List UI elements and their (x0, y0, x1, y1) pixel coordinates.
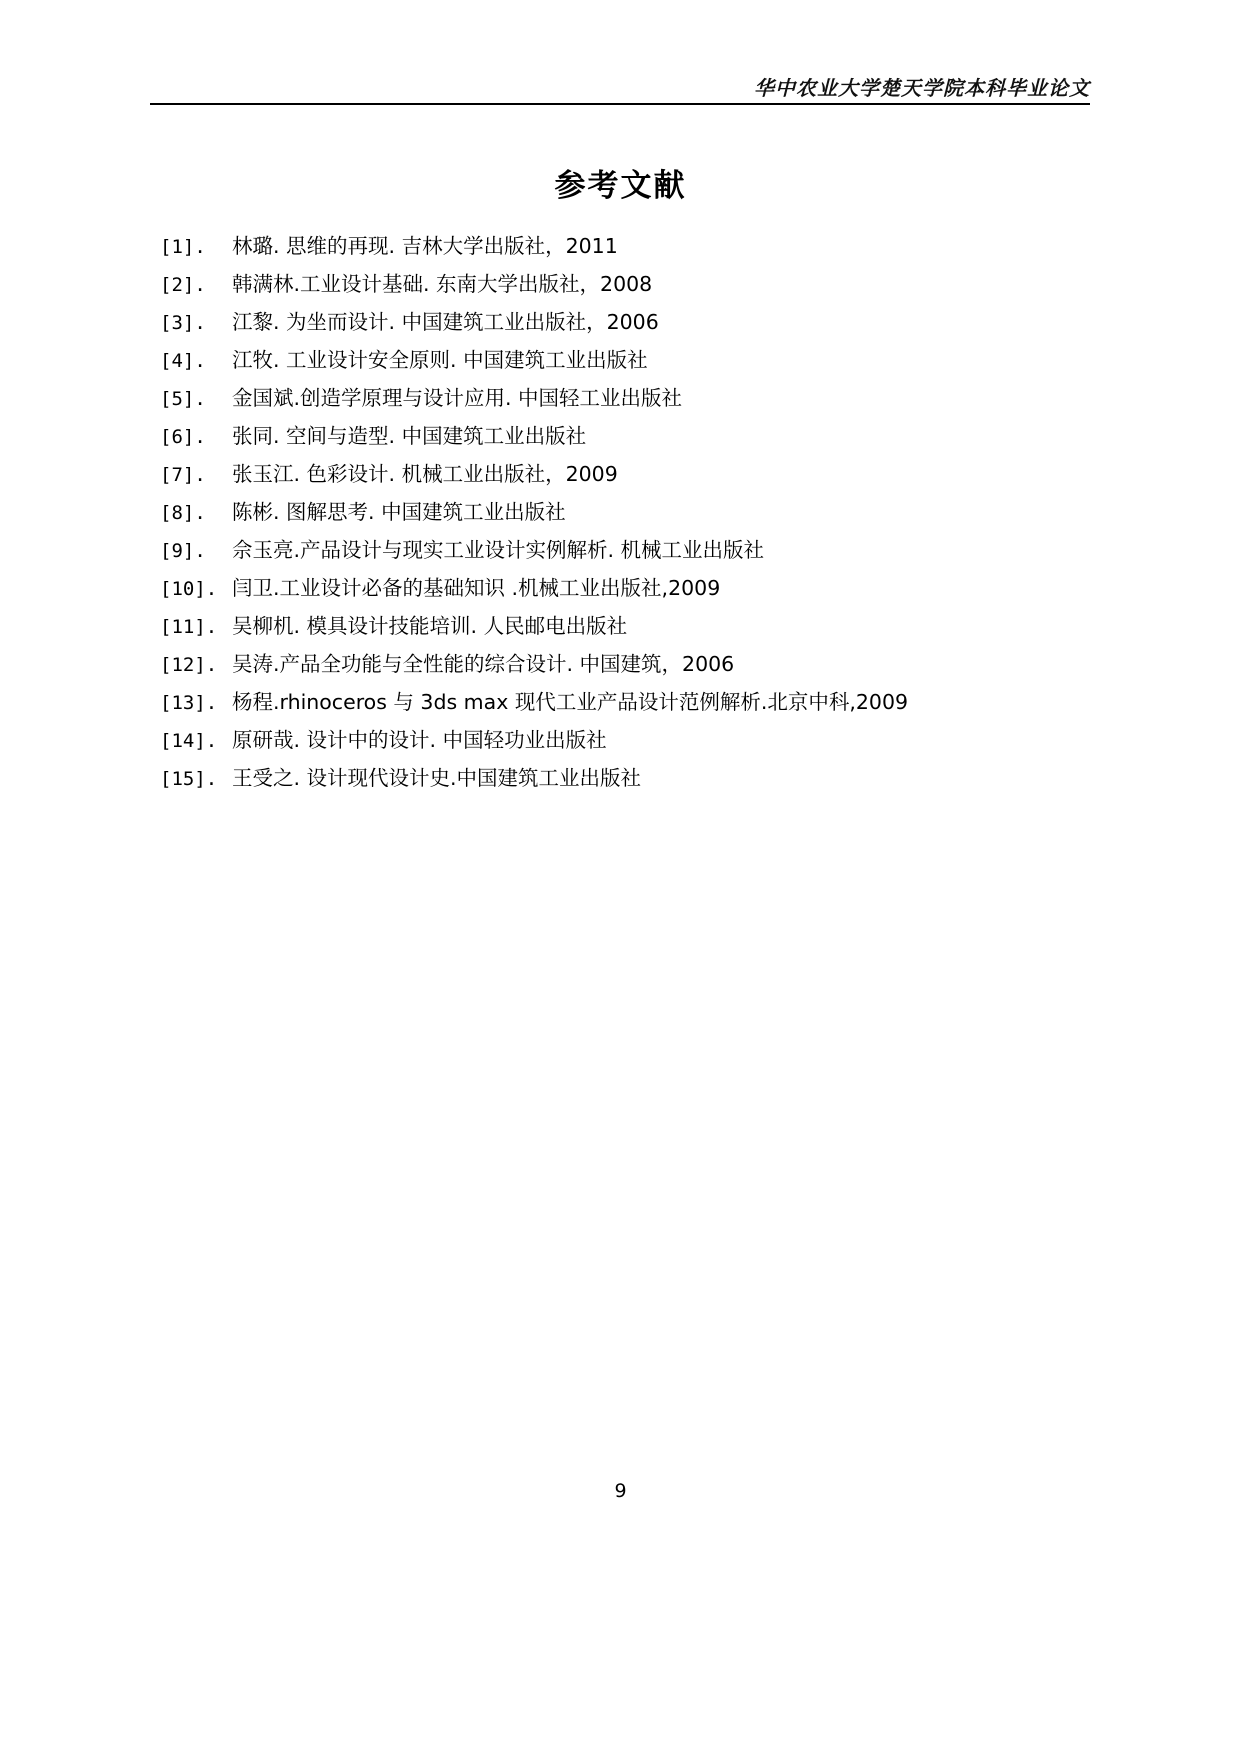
reference-number: [9]. (160, 540, 206, 562)
reference-number: [6]. (160, 426, 206, 448)
reference-text: 陈彬. 图解思考. 中国建筑工业出版社 (232, 500, 566, 524)
list-item (160, 230, 1120, 264)
reference-list (160, 230, 1120, 800)
reference-number: [7]. (160, 464, 206, 486)
list-item (160, 572, 1120, 606)
reference-number: [8]. (160, 502, 206, 524)
list-item (160, 648, 1120, 682)
reference-text: 张同. 空间与造型. 中国建筑工业出版社 (232, 424, 587, 448)
list-item (160, 724, 1120, 758)
reference-number: [11]. (160, 616, 218, 638)
reference-number: [15]. (160, 768, 218, 790)
reference-number: [12]. (160, 654, 218, 676)
reference-number: [5]. (160, 388, 206, 410)
reference-text: 江黎. 为坐而设计. 中国建筑工业出版社，2006 (232, 310, 659, 334)
reference-text: 江牧. 工业设计安全原则. 中国建筑工业出版社 (232, 348, 648, 372)
list-item (160, 762, 1120, 796)
list-item (160, 496, 1120, 530)
page-header (150, 72, 1090, 101)
list-item (160, 382, 1120, 416)
reference-number: [13]. (160, 692, 218, 714)
list-item (160, 306, 1120, 340)
reference-text: 吴涛.产品全功能与全性能的综合设计. 中国建筑，2006 (232, 652, 735, 676)
reference-number: [14]. (160, 730, 218, 752)
list-item (160, 686, 1120, 720)
list-item (160, 344, 1120, 378)
list-item (160, 420, 1120, 454)
reference-number: [4]. (160, 350, 206, 372)
running-title: 华中农业大学楚天学院本科毕业论文 (754, 78, 1090, 100)
reference-number: [10]. (160, 578, 218, 600)
list-item (160, 268, 1120, 302)
list-item (160, 610, 1120, 644)
list-item (160, 534, 1120, 568)
reference-text: 吴柳机. 模具设计技能培训. 人民邮电出版社 (232, 614, 628, 638)
reference-number: [1]. (160, 236, 206, 258)
reference-text: 林璐. 思维的再现. 吉林大学出版社，2011 (232, 234, 618, 258)
reference-text: 杨程.rhinoceros 与 3ds max 现代工业产品设计范例解析.北京中科,2009 (232, 690, 909, 714)
reference-number: [3]. (160, 312, 206, 334)
page-number: 9 (614, 1480, 627, 1502)
reference-text: 张玉江. 色彩设计. 机械工业出版社，2009 (232, 462, 618, 486)
header-divider (150, 103, 1090, 105)
list-item (160, 458, 1120, 492)
reference-text: 韩满林.工业设计基础. 东南大学出版社，2008 (232, 272, 653, 296)
page-title: 参考文献 (554, 168, 687, 204)
reference-text: 金国斌.创造学原理与设计应用. 中国轻工业出版社 (232, 386, 683, 410)
reference-text: 原研哉. 设计中的设计. 中国轻功业出版社 (232, 728, 607, 752)
reference-text: 闫卫.工业设计必备的基础知识 .机械工业出版社,2009 (232, 576, 721, 600)
reference-text: 佘玉亮.产品设计与现实工业设计实例解析. 机械工业出版社 (232, 538, 765, 562)
reference-number: [2]. (160, 274, 206, 296)
reference-text: 王受之. 设计现代设计史.中国建筑工业出版社 (232, 766, 642, 790)
